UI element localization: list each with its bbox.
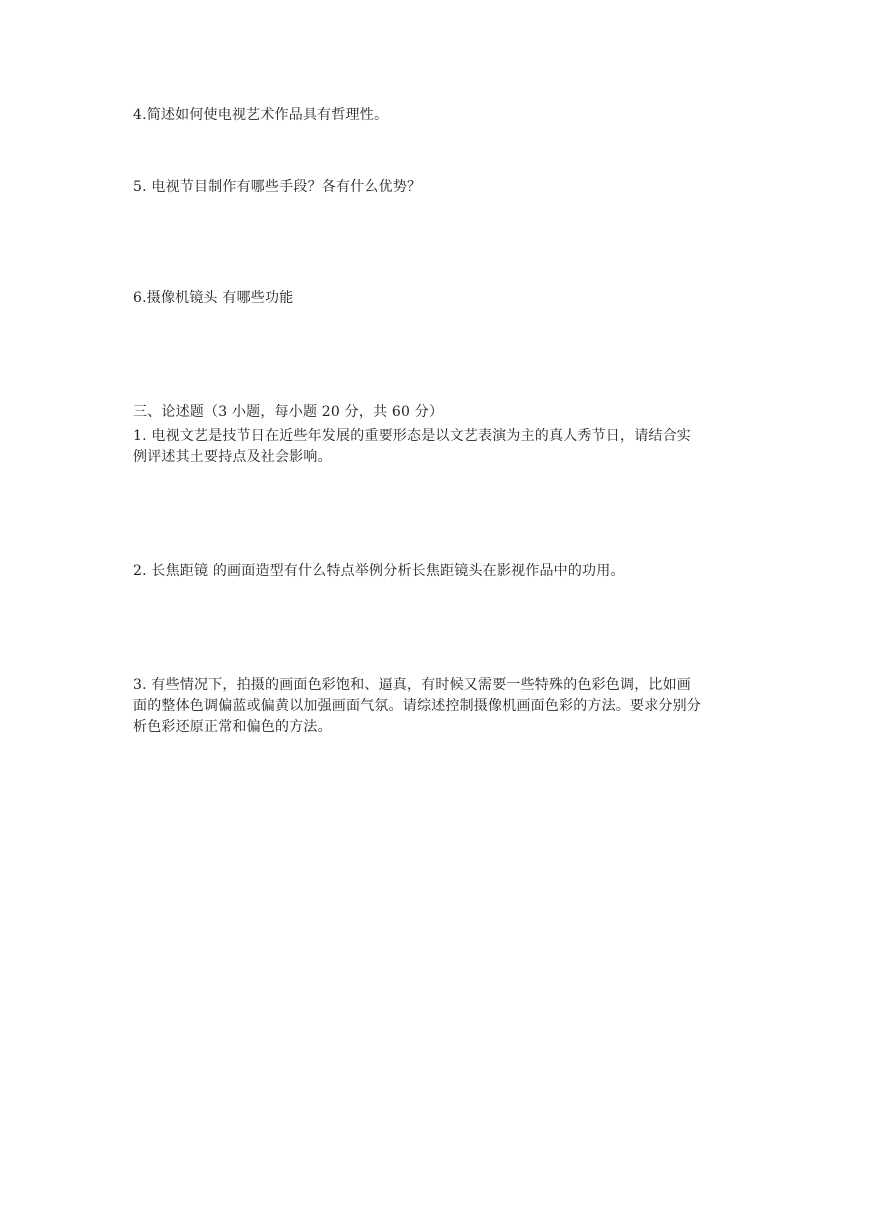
essay-question-3-line-3: 析色彩还原正常和偏色的方法。: [133, 719, 332, 735]
essay-question-3-line-2: 面的整体色调偏蓝或偏黄以加强画面气氛。请综述控制摄像机画面色彩的方法。要求分别分: [133, 698, 701, 714]
essay-question-1-line-1: 1. 电视文艺是技节日在近些年发展的重要形态是以文艺表演为主的真人秀节日，请结合实: [133, 428, 692, 444]
question-4: 4.简述如何使电视艺术作品具有哲理性。: [133, 107, 389, 123]
section-heading-essay: 三、论述题（3 小题，每小题 20 分，共 60 分）: [133, 404, 444, 420]
question-5: 5. 电视节目制作有哪些手段？各有什么优势？: [133, 179, 422, 195]
essay-question-3: [133, 675, 753, 738]
essay-question-2: 2. 长焦距镜 的画面造型有什么特点举例分析长焦距镜头在影视作品中的功用。: [133, 563, 625, 579]
essay-question-1-line-2: 例评述其土要持点及社会影响。: [133, 449, 332, 465]
essay-question-3-line-1: 3. 有些情况下，拍摄的画面色彩饱和、逼真，有时候又需要一些特殊的色彩色调，比如画: [133, 677, 692, 693]
essay-question-1: [133, 426, 753, 468]
question-6: 6.摄像机镜头 有哪些功能: [133, 290, 294, 306]
